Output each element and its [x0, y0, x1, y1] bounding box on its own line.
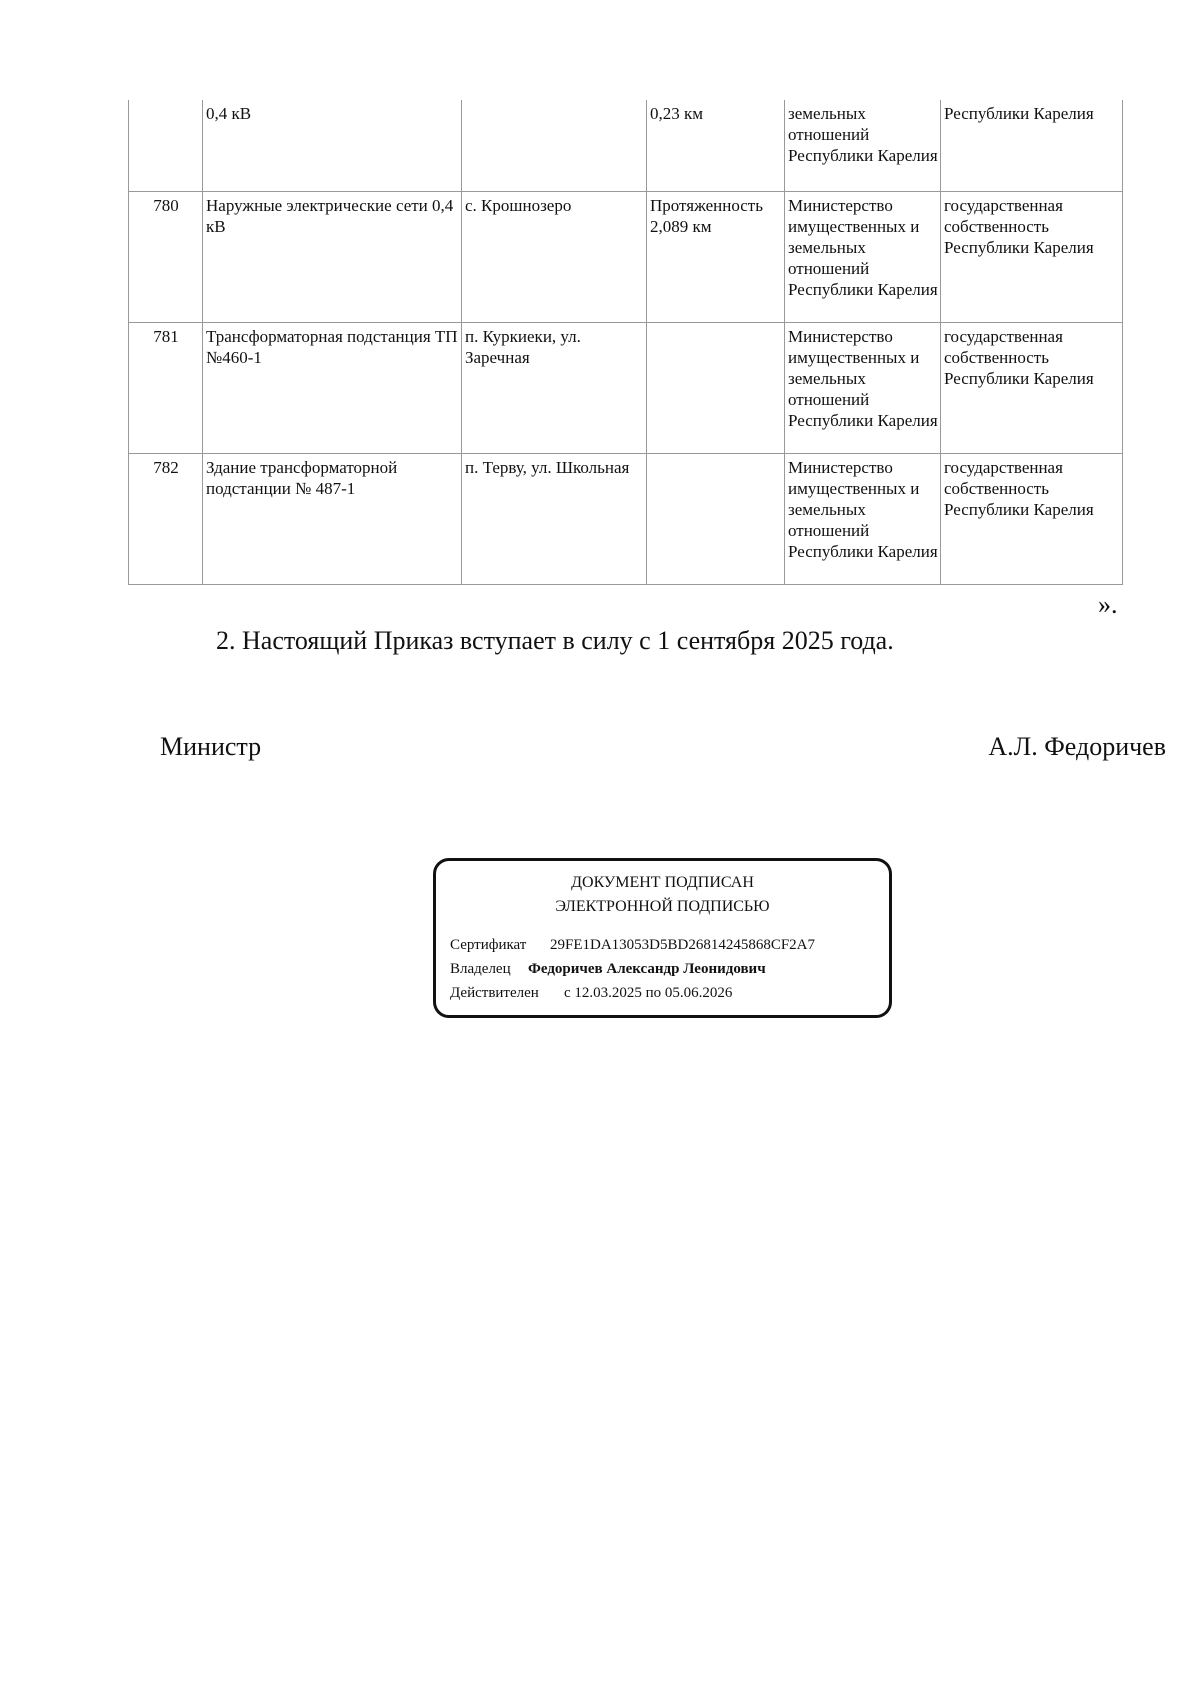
closing-quote: ». — [1098, 590, 1118, 619]
paragraph-effective-date: 2. Настоящий Приказ вступает в силу с 1 сентября 2025 года. — [216, 626, 894, 655]
cell-spec — [647, 453, 785, 584]
stamp-heading-1: ДОКУМЕНТ ПОДПИСАН — [571, 874, 754, 891]
stamp-heading-2: ЭЛЕКТРОННОЙ ПОДПИСЬЮ — [555, 898, 770, 915]
table-row — [129, 100, 1123, 191]
table-row — [129, 322, 1123, 453]
valid-label: Действителен — [450, 985, 539, 1001]
cell-address: п. Терву, ул. Школьная — [462, 453, 647, 584]
cell-num: 781 — [129, 322, 203, 453]
electronic-signature-stamp — [433, 858, 892, 1018]
cell-spec: Протяженность 2,089 км — [647, 191, 785, 322]
cell-address — [462, 100, 647, 191]
property-table — [128, 100, 1123, 585]
cell-holder: Министерство имущественных и земельных отношений Республики Карелия — [785, 453, 941, 584]
signatory-name: А.Л. Федоричев — [988, 732, 1166, 761]
cell-ownership: государственная собственность Республики Карелия — [941, 453, 1123, 584]
table-row — [129, 191, 1123, 322]
signatory-title: Министр — [160, 732, 262, 761]
cell-name: Здание трансформаторной подстанции № 487-1 — [203, 453, 462, 584]
cell-name: 0,4 кВ — [203, 100, 462, 191]
cell-num — [129, 100, 203, 191]
owner-label: Владелец — [450, 961, 511, 977]
owner-value: Федоричев Александр Леонидович — [528, 961, 766, 977]
cell-holder: Министерство имущественных и земельных отношений Республики Карелия — [785, 191, 941, 322]
cell-name: Наружные электрические сети 0,4 кВ — [203, 191, 462, 322]
cell-holder: земельных отношений Республики Карелия — [785, 100, 941, 191]
cell-spec: 0,23 км — [647, 100, 785, 191]
cell-num: 782 — [129, 453, 203, 584]
cell-holder: Министерство имущественных и земельных отношений Республики Карелия — [785, 322, 941, 453]
cell-name: Трансформаторная подстанция ТП №460-1 — [203, 322, 462, 453]
valid-value: с 12.03.2025 по 05.06.2026 — [564, 985, 733, 1001]
cell-address: с. Крошнозеро — [462, 191, 647, 322]
cell-ownership: Республики Карелия — [941, 100, 1123, 191]
cell-ownership: государственная собственность Республики Карелия — [941, 322, 1123, 453]
cert-value: 29FE1DA13053D5BD26814245868CF2A7 — [550, 937, 816, 953]
table-row — [129, 453, 1123, 584]
cell-address: п. Куркиеки, ул. Заречная — [462, 322, 647, 453]
cert-label: Сертификат — [450, 937, 527, 953]
cell-spec — [647, 322, 785, 453]
cell-ownership: государственная собственность Республики Карелия — [941, 191, 1123, 322]
cell-num: 780 — [129, 191, 203, 322]
